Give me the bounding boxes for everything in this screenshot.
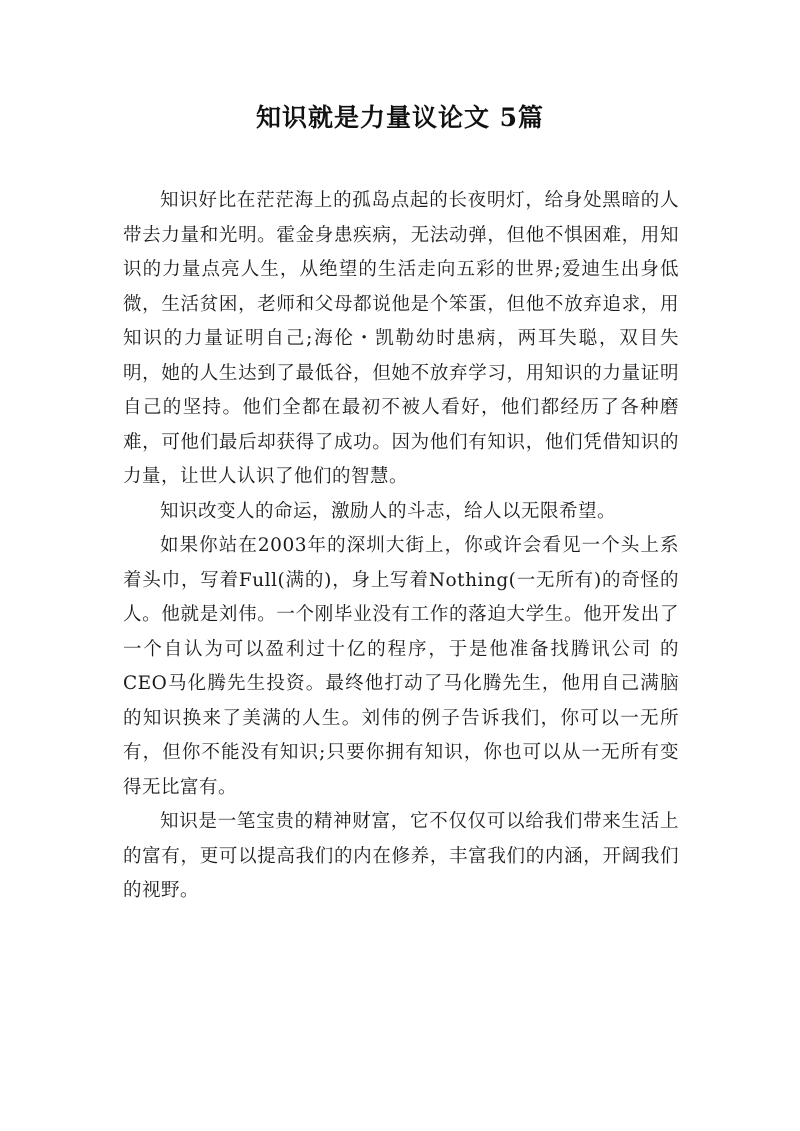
paragraph-2: 知识改变人的命运，激励人的斗志，给人以无限希望。 <box>160 500 617 522</box>
paragraph-1: 知识好比在茫茫海上的孤岛点起的长夜明灯，给身处黑暗的人带去力量和光明。霍金身患疾病，无法动弹，但他不惧困难，用知识的力量点亮人生，从绝望的生活走向五彩的世界;爱迪生出身低微，生活贫困，老师和父母都说他是个笨蛋，但他不放弃追求，用知识的力量证明自己;海伦・凯勒幼时患病，两耳失聪，双目失明，她的人生达到了最低谷，但她不放弃学习，用知识的力量证明自己的坚持。他们全都在最初不被人看好，他们都经历了各种磨难，可他们最后却获得了成功。因为他们有知识，他们凭借知识的力量，让世人认识了他们的智慧。 <box>123 190 679 487</box>
document-title: 知识就是力量议论文 5篇 <box>255 103 545 132</box>
paragraph-4: 知识是一笔宝贵的精神财富，它不仅仅可以给我们带来生活上的富有，更可以提高我们的内在修养，丰富我们的内涵，开阔我们的视野。 <box>123 811 679 901</box>
document-body <box>123 184 679 909</box>
paragraph-3: 如果你站在2003年的深圳大街上，你或许会看见一个头上系着头巾，写着Full(满的)，身上写着Nothing(一无所有)的奇怪的人。他就是刘伟。一个刚毕业没有工作的落迫大学生。他开发出了一个自认为可以盈利过十亿的程序，于是他准备找腾讯公司 的CEO马化腾先生投资。最终他打动了马化腾先生，他用自己满脑的知识换来了美满的人生。刘伟的例子告诉我们，你可以一无所有，但你不能没有知识;只要你拥有知识，你也可以从一无所有变得无比富有。 <box>123 535 679 798</box>
